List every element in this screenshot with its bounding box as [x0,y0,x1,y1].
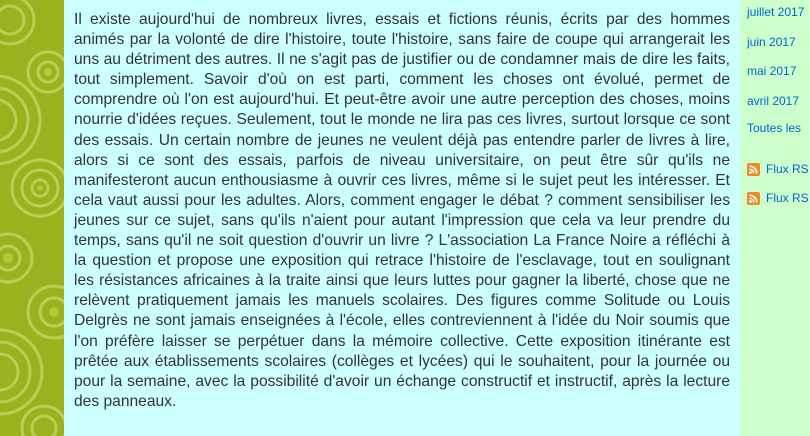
feed-link-comments[interactable]: Flux RS [766,191,809,205]
archive-item [747,34,804,64]
rss-icon [747,163,760,176]
archive-link-april-2017[interactable]: avril 2017 [747,93,800,108]
archive-list [747,4,804,122]
sidebar [740,0,810,436]
rss-icon [747,192,760,205]
article-body: Il existe aujourd'hui de nombreux livres, essais et fictions réunis, écrits par des hommes animés par la volonté de dire l'histoire, toute l'histoire, sans faire de coupe qui arrangerait les uns au détriment des autres. Il ne s'agit pas de justifier ou de condamner mais de dire les faits, tout simplement. Savoir d'où on est parti, comment les choses ont évolué, permet de comprendre où l'on est aujourd'hui. Et peut-être avoir une autre perception des choses, moins nourrie d'idées reçues. Seulement, tout le monde ne lira pas ces livres, surtout lorsque ce sont des essais. Un certain nombre de jeunes ne veulent déjà pas entendre parler de livres à lire, alors si ce sont des essais, parfois de niveau universitaire, on peut être sûr qu'ils ne manifesteront aucun enthousiasme à ouvrir ces livres, même si le sujet peut les intéresser. Et cela vaut aussi pour les adultes. Alors, comment engager le débat ? comment sensibiliser les jeunes sur ce sujet, sans qu'ils n'aient pour autant l'impression que cela va leur prendre du temps, sans qu'il ne soit question d'ouvrir un livre ? L'association La France Noire a réfléchi à la question et propose une exposition qui retrace l'histoire de l'esclavage, tout en soulignant les résistances africaines à la traite ainsi que leurs luttes pour gagner la liberté, chose que ne relèvent pratiquement jamais les manuels scolaires. Des figures comme Solitude ou Louis Delgrès ne sont jamais enseignées à l'école, elles contreviennent à l'idée du Noir soumis que l'on préfère laisser se perpétuer dans la mémoire collective. Cette exposition itinérante est prêtée aux établissements scolaires (collèges et lycées) qui le souhaitent, pour la journée ou pour la semaine, avec la possibilité d'avoir un échange constructif et instructif, après la lecture des panneaux. [74,11,730,410]
feed-link-posts[interactable]: Flux RS [766,162,809,176]
all-archives-link[interactable]: Toutes les [747,121,802,135]
archive-item [747,93,804,123]
decorative-side-pattern [0,0,64,436]
archive-link-june-2017[interactable]: juin 2017 [747,34,796,49]
archive-item [747,63,804,93]
feed-entry [747,162,809,176]
circles-pattern-graphic [0,0,64,436]
archive-item [747,4,804,34]
article-content [64,0,740,436]
archive-link-july-2017[interactable]: juillet 2017 [747,5,805,19]
archive-link-may-2017[interactable]: mai 2017 [747,64,797,78]
all-archives [747,121,801,135]
feed-entry [747,191,809,205]
